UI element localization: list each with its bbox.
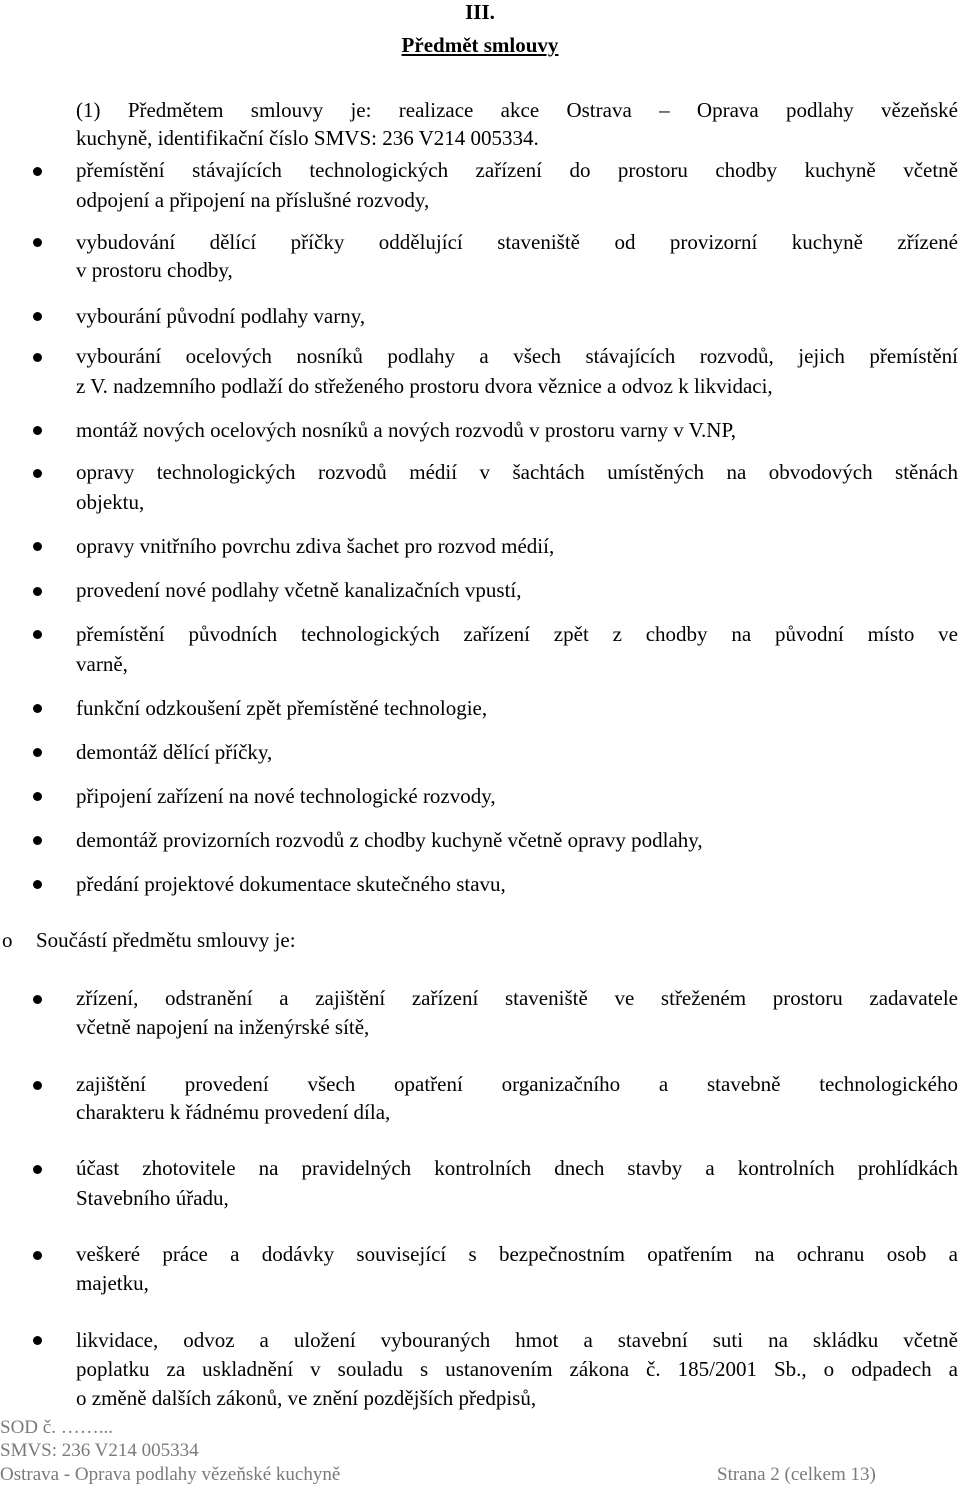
part-heading-text: Součástí předmětu smlouvy je: xyxy=(36,928,296,952)
list-item-line: poplatku za uskladnění v souladu s ustanovením zákona č. 185/2001 Sb., o odpadech a xyxy=(76,1357,958,1381)
footer-contract-number: SOD č. ……... xyxy=(0,1417,113,1438)
bullet-icon xyxy=(33,880,42,889)
list-item-line: zřízení, odstranění a zajištění zařízení staveniště ve střeženém prostoru zadavatele xyxy=(76,986,958,1010)
bullet-icon xyxy=(33,1165,42,1174)
list-item-line: o změně dalších zákonů, ve znění pozdějších předpisů, xyxy=(76,1386,537,1410)
bullet-icon xyxy=(33,426,42,435)
list-item-line: majetku, xyxy=(76,1271,149,1295)
footer-page-number: Strana 2 (celkem 13) xyxy=(717,1464,876,1485)
bullet-icon xyxy=(33,238,42,247)
intro-line-2: kuchyně, identifikační číslo SMVS: 236 V214 005334. xyxy=(76,126,539,150)
list-item-line: opravy technologických rozvodů médií v šachtách umístěných na obvodových stěnách xyxy=(76,460,958,484)
bullet-icon xyxy=(33,748,42,757)
list-item-line: objektu, xyxy=(76,490,145,514)
list-item-line: účast zhotovitele na pravidelných kontrolních dnech stavby a kontrolních prohlídkách xyxy=(76,1156,958,1180)
list-item-line: likvidace, odvoz a uložení vybouraných hmot a stavební suti na skládku včetně xyxy=(76,1328,958,1352)
bullet-icon xyxy=(33,469,42,478)
list-item-line: přemístění původních technologických zařízení zpět z chodby na původní místo ve xyxy=(76,622,958,646)
list-item-line: funkční odzkoušení zpět přemístěné technologie, xyxy=(76,696,488,720)
list-item-line: opravy vnitřního povrchu zdiva šachet pro rozvod médií, xyxy=(76,534,555,558)
bullet-icon xyxy=(33,630,42,639)
list-item-line: provedení nové podlahy včetně kanalizačních vpustí, xyxy=(76,578,522,602)
list-item-line: montáž nových ocelových nosníků a nových rozvodů v prostoru varny v V.NP, xyxy=(76,418,737,442)
list-item-line: vybudování dělící příčky oddělující staveniště od provizorní kuchyně zřízené xyxy=(76,230,958,254)
list-item-line: odpojení a připojení na příslušné rozvody, xyxy=(76,188,430,212)
list-item-line: z V. nadzemního podlaží do střeženého prostoru dvora věznice a odvoz k likvidaci, xyxy=(76,374,773,398)
bullet-icon xyxy=(33,353,42,362)
intro-line-1: (1) Předmětem smlouvy je: realizace akce Ostrava – Oprava podlahy vězeňské xyxy=(76,98,958,122)
bullet-icon xyxy=(33,836,42,845)
bullet-icon xyxy=(33,1081,42,1090)
bullet-icon xyxy=(33,704,42,713)
list-item-line: demontáž dělící příčky, xyxy=(76,740,273,764)
list-item-line: včetně napojení na inženýrské sítě, xyxy=(76,1015,370,1039)
list-item-line: vybourání ocelových nosníků podlahy a všech stávajících rozvodů, jejich přemístění xyxy=(76,344,958,368)
bullet-icon xyxy=(33,167,42,176)
list-item-line: vybourání původní podlahy varny, xyxy=(76,304,366,328)
footer-smvs: SMVS: 236 V214 005334 xyxy=(0,1440,199,1461)
footer-project-name: Ostrava - Oprava podlahy vězeňské kuchyně xyxy=(0,1464,341,1485)
list-item-line: připojení zařízení na nové technologické rozvody, xyxy=(76,784,496,808)
bullet-icon xyxy=(33,587,42,596)
section-number: III. xyxy=(465,0,495,24)
bullet-icon xyxy=(33,792,42,801)
bullet-icon xyxy=(33,542,42,551)
list-item-line: veškeré práce a dodávky související s bezpečnostním opatřením na ochranu osob a xyxy=(76,1242,958,1266)
list-item-line: přemístění stávajících technologických zařízení do prostoru chodby kuchyně včetně xyxy=(76,158,958,182)
bullet-icon xyxy=(33,995,42,1004)
list-item-line: charakteru k řádnému provedení díla, xyxy=(76,1100,391,1124)
list-item-line: demontáž provizorních rozvodů z chodby kuchyně včetně opravy podlahy, xyxy=(76,828,703,852)
bullet-icon xyxy=(33,312,42,321)
list-item-line: Stavebního úřadu, xyxy=(76,1186,229,1210)
list-item-line: zajištění provedení všech opatření organizačního a stavebně technologického xyxy=(76,1072,958,1096)
circle-marker: o xyxy=(2,928,13,952)
section-title: Předmět smlouvy xyxy=(401,33,559,57)
list-item-line: v prostoru chodby, xyxy=(76,258,233,282)
list-item-line: předání projektové dokumentace skutečného stavu, xyxy=(76,872,506,896)
bullet-icon xyxy=(33,1336,42,1345)
list-item-line: varně, xyxy=(76,652,128,676)
bullet-icon xyxy=(33,1251,42,1260)
